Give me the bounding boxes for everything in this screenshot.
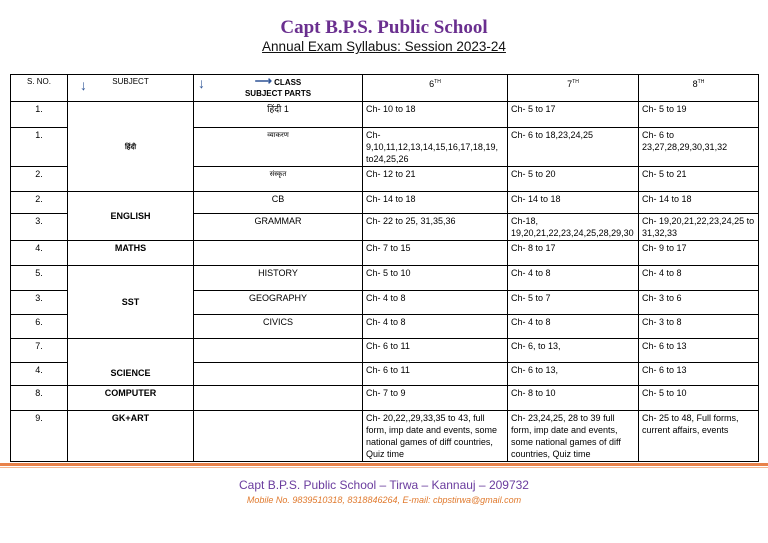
header-grade-8: 8TH: [639, 75, 759, 102]
subject-maths: MATHS: [68, 241, 194, 266]
subject-science: SCIENCE: [68, 339, 194, 386]
row-sno: 1.: [11, 102, 68, 128]
row-sno: 4.: [11, 241, 68, 266]
grade-7-cell: Ch- 8 to 17: [508, 241, 639, 266]
header-grade-6: 6TH: [363, 75, 508, 102]
grade-6-cell: Ch- 12 to 21: [363, 167, 508, 192]
subject-part: [194, 339, 363, 363]
grade-6-cell: Ch- 9,10,11,12,13,14,15,16,17,18,19, to24,25,26: [363, 128, 508, 167]
grade-8-cell: Ch- 19,20,21,22,23,24,25 to 31,32,33: [639, 214, 759, 241]
subject-part: CB: [194, 192, 363, 214]
footer-contact: Mobile No. 9839510318, 8318846264, E-mail: cbpstirwa@gmail.com: [246, 495, 522, 505]
arrow-right-icon: ⟶: [254, 74, 272, 88]
grade-7-cell: Ch-18, 19,20,21,22,23,24,25,28,29,30: [508, 214, 639, 241]
syllabus-subtitle: Annual Exam Syllabus: Session 2023-24: [262, 39, 506, 54]
grade-7-cell: Ch- 8 to 10: [508, 386, 639, 411]
footer-divider-thin: [0, 467, 768, 468]
subject-part: [194, 386, 363, 411]
grade-8-cell: Ch- 14 to 18: [639, 192, 759, 214]
grade-8-cell: Ch- 5 to 19: [639, 102, 759, 128]
grade-7-cell: Ch- 6 to 13,: [508, 363, 639, 386]
row-sno: 1.: [11, 128, 68, 167]
grade-7-cell: Ch- 5 to 20: [508, 167, 639, 192]
grade-8-cell: Ch- 3 to 8: [639, 315, 759, 339]
grade-6-cell: Ch- 4 to 8: [363, 315, 508, 339]
grade-7-cell: Ch- 5 to 17: [508, 102, 639, 128]
row-sno: 3.: [11, 291, 68, 315]
subject-hindi: हिंदी: [68, 102, 194, 192]
subject-part: हिंदी 1: [194, 102, 363, 128]
header-subject: [68, 75, 194, 102]
header-sno: S. NO.: [11, 75, 68, 102]
table-row: [11, 386, 759, 411]
grade-8-cell: Ch- 3 to 6: [639, 291, 759, 315]
table-row: [11, 266, 759, 291]
table-row: [11, 241, 759, 266]
grade-7-cell: Ch- 6 to 18,23,24,25: [508, 128, 639, 167]
grade-7-cell: Ch- 4 to 8: [508, 315, 639, 339]
grade-8-cell: Ch- 5 to 21: [639, 167, 759, 192]
subject-part: [194, 411, 363, 462]
grade-7-cell: Ch- 14 to 18: [508, 192, 639, 214]
grade-6-cell: Ch- 10 to 18: [363, 102, 508, 128]
row-sno: 7.: [11, 339, 68, 363]
row-sno: 8.: [11, 386, 68, 411]
table-row: [11, 411, 759, 462]
subject-english: ENGLISH: [68, 192, 194, 241]
header-subject-parts-label: SUBJECT PARTS: [244, 89, 312, 98]
footer-divider: [0, 463, 768, 466]
row-sno: 5.: [11, 266, 68, 291]
grade-6-cell: Ch- 20,22,,29,33,35 to 43, full form, imp date and events, some national games of diff countries, Quiz time: [363, 411, 508, 462]
row-sno: 2.: [11, 192, 68, 214]
grade-7-cell: Ch- 6, to 13,: [508, 339, 639, 363]
arrow-down-icon: ↓: [80, 77, 87, 93]
grade-6-cell: Ch- 5 to 10: [363, 266, 508, 291]
subject-part: GRAMMAR: [194, 214, 363, 241]
syllabus-table: [10, 74, 759, 462]
grade-8-cell: Ch- 9 to 17: [639, 241, 759, 266]
table-header-row: [11, 75, 759, 102]
header-class-label: CLASS: [274, 78, 302, 87]
school-title: Capt B.P.S. Public School: [280, 17, 488, 38]
table-row: [11, 339, 759, 363]
grade-8-cell: Ch- 4 to 8: [639, 266, 759, 291]
grade-8-cell: Ch- 6 to 13: [639, 339, 759, 363]
grade-6-cell: Ch- 7 to 15: [363, 241, 508, 266]
grade-8-cell: Ch- 6 to 23,27,28,29,30,31,32: [639, 128, 759, 167]
grade-8-cell: Ch- 5 to 10: [639, 386, 759, 411]
subject-gk-art: GK+ART: [68, 411, 194, 462]
grade-6-cell: Ch- 4 to 8: [363, 291, 508, 315]
grade-7-cell: Ch- 4 to 8: [508, 266, 639, 291]
subject-part: HISTORY: [194, 266, 363, 291]
subject-computer: COMPUTER: [68, 386, 194, 411]
subject-sst: SST: [68, 266, 194, 339]
row-sno: 4.: [11, 363, 68, 386]
footer-address: Capt B.P.S. Public School – Tirwa – Kannauj – 209732: [239, 478, 529, 492]
row-sno: 9.: [11, 411, 68, 462]
grade-7-cell: Ch- 5 to 7: [508, 291, 639, 315]
grade-6-cell: Ch- 6 to 11: [363, 363, 508, 386]
subject-part: GEOGRAPHY: [194, 291, 363, 315]
table-row: [11, 192, 759, 214]
grade-6-cell: Ch- 6 to 11: [363, 339, 508, 363]
row-sno: 6.: [11, 315, 68, 339]
grade-8-cell: Ch- 25 to 48, Full forms, current affairs, events: [639, 411, 759, 462]
grade-6-cell: Ch- 7 to 9: [363, 386, 508, 411]
subject-part: व्याकरण: [194, 128, 363, 167]
grade-6-cell: Ch- 14 to 18: [363, 192, 508, 214]
grade-7-cell: Ch- 23,24,25, 28 to 39 full form, imp date and events, some national games of diff countries, Quiz time: [508, 411, 639, 462]
header-grade-7: 7TH: [508, 75, 639, 102]
row-sno: 2.: [11, 167, 68, 192]
table-row: [11, 102, 759, 128]
grade-6-cell: Ch- 22 to 25, 31,35,36: [363, 214, 508, 241]
subject-part: CIVICS: [194, 315, 363, 339]
row-sno: 3.: [11, 214, 68, 241]
subject-part: [194, 363, 363, 386]
arrow-down-icon: ↓: [198, 75, 205, 91]
header-class: [194, 75, 363, 102]
subject-part: [194, 241, 363, 266]
header-subject-label: SUBJECT: [112, 77, 149, 86]
subject-part: संस्कृत: [194, 167, 363, 192]
grade-8-cell: Ch- 6 to 13: [639, 363, 759, 386]
